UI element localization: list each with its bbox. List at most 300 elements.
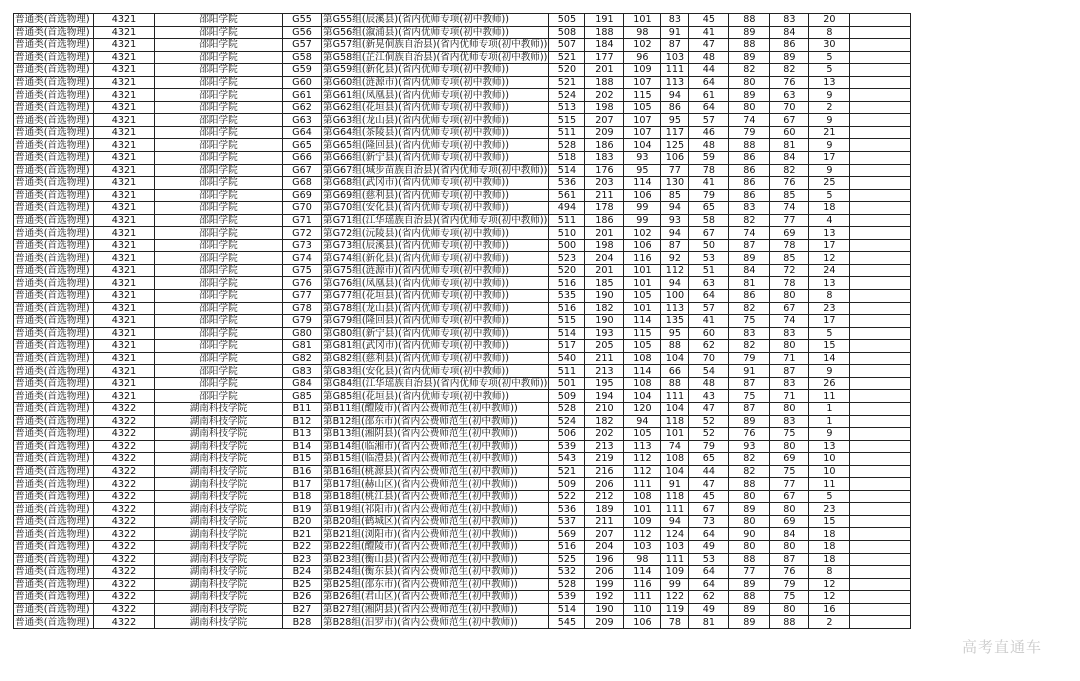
- cell-code: 4321: [94, 89, 155, 102]
- cell-score-3: 111: [661, 390, 689, 403]
- cell-code: 4321: [94, 377, 155, 390]
- cell-code: 4322: [94, 578, 155, 591]
- cell-category: 普通类(首选物理): [14, 566, 94, 579]
- table-row: [14, 352, 911, 365]
- table-row: [14, 340, 911, 353]
- cell-code: 4321: [94, 114, 155, 127]
- cell-score-5: 88: [729, 553, 770, 566]
- cell-school: 邵阳学院: [155, 14, 283, 27]
- cell-score-5: 82: [729, 302, 770, 315]
- cell-score-3: 104: [661, 465, 689, 478]
- cell-group-name: 第B12组(邵东市)(省内公费师范生(初中教师)): [322, 415, 549, 428]
- cell-group-name: 第G70组(安化县)(省内优师专项(初中教师)): [322, 202, 549, 215]
- cell-code: 4321: [94, 290, 155, 303]
- cell-score-6: 88: [770, 616, 809, 629]
- cell-category: 普通类(首选物理): [14, 453, 94, 466]
- cell-group-code: G80: [283, 327, 322, 340]
- table-row: [14, 51, 911, 64]
- cell-code: 4321: [94, 327, 155, 340]
- cell-score-5: 86: [729, 164, 770, 177]
- cell-score-5: 88: [729, 591, 770, 604]
- cell-score-total: 528: [549, 402, 585, 415]
- cell-score-total: 506: [549, 428, 585, 441]
- cell-score-6: 67: [770, 114, 809, 127]
- cell-empty: [850, 490, 911, 503]
- cell-score-6: 76: [770, 177, 809, 190]
- cell-group-name: 第B16组(桃源县)(省内公费师范生(初中教师)): [322, 465, 549, 478]
- cell-empty: [850, 578, 911, 591]
- cell-score-5: 88: [729, 139, 770, 152]
- cell-code: 4321: [94, 302, 155, 315]
- cell-code: 4322: [94, 566, 155, 579]
- cell-code: 4321: [94, 352, 155, 365]
- cell-score-2: 109: [624, 515, 661, 528]
- cell-category: 普通类(首选物理): [14, 164, 94, 177]
- cell-score-total: 509: [549, 478, 585, 491]
- cell-score-2: 93: [624, 152, 661, 165]
- cell-category: 普通类(首选物理): [14, 465, 94, 478]
- cell-count: 9: [809, 139, 850, 152]
- cell-empty: [850, 340, 911, 353]
- cell-count: 15: [809, 515, 850, 528]
- table-row: [14, 26, 911, 39]
- cell-score-4: 44: [689, 64, 729, 77]
- cell-score-6: 80: [770, 340, 809, 353]
- cell-category: 普通类(首选物理): [14, 177, 94, 190]
- cell-empty: [850, 76, 911, 89]
- cell-empty: [850, 591, 911, 604]
- cell-code: 4321: [94, 39, 155, 52]
- cell-group-code: B23: [283, 553, 322, 566]
- cell-category: 普通类(首选物理): [14, 126, 94, 139]
- cell-count: 11: [809, 478, 850, 491]
- cell-code: 4321: [94, 252, 155, 265]
- cell-score-3: 78: [661, 616, 689, 629]
- cell-group-name: 第G82组(慈利县)(省内优师专项(初中教师)): [322, 352, 549, 365]
- cell-score-6: 78: [770, 239, 809, 252]
- cell-score-4: 44: [689, 465, 729, 478]
- cell-empty: [850, 152, 911, 165]
- table-row: [14, 453, 911, 466]
- cell-score-3: 108: [661, 453, 689, 466]
- cell-count: 13: [809, 227, 850, 240]
- cell-score-1: 202: [585, 428, 624, 441]
- table-row: [14, 177, 911, 190]
- cell-code: 4322: [94, 428, 155, 441]
- cell-score-6: 74: [770, 315, 809, 328]
- cell-score-3: 88: [661, 340, 689, 353]
- table-row: [14, 566, 911, 579]
- cell-count: 12: [809, 578, 850, 591]
- cell-school: 邵阳学院: [155, 277, 283, 290]
- cell-category: 普通类(首选物理): [14, 290, 94, 303]
- cell-score-2: 107: [624, 76, 661, 89]
- cell-score-3: 111: [661, 503, 689, 516]
- cell-count: 9: [809, 164, 850, 177]
- table-row: [14, 490, 911, 503]
- cell-empty: [850, 402, 911, 415]
- cell-score-1: 202: [585, 89, 624, 102]
- cell-group-code: G60: [283, 76, 322, 89]
- cell-school: 湖南科技学院: [155, 465, 283, 478]
- table-row: [14, 290, 911, 303]
- cell-score-1: 182: [585, 302, 624, 315]
- cell-score-4: 60: [689, 327, 729, 340]
- cell-group-name: 第B25组(邵东市)(省内公费师范生(初中教师)): [322, 578, 549, 591]
- cell-score-3: 83: [661, 14, 689, 27]
- cell-score-2: 103: [624, 540, 661, 553]
- table-row: [14, 152, 911, 165]
- cell-score-2: 101: [624, 503, 661, 516]
- cell-group-name: 第G60组(涟源市)(省内优师专项(初中教师)): [322, 76, 549, 89]
- cell-code: 4321: [94, 390, 155, 403]
- table-row: [14, 591, 911, 604]
- cell-empty: [850, 478, 911, 491]
- cell-score-3: 104: [661, 402, 689, 415]
- cell-score-3: 112: [661, 264, 689, 277]
- cell-score-2: 114: [624, 566, 661, 579]
- cell-school: 湖南科技学院: [155, 478, 283, 491]
- cell-code: 4321: [94, 76, 155, 89]
- cell-count: 8: [809, 566, 850, 579]
- cell-category: 普通类(首选物理): [14, 214, 94, 227]
- cell-score-2: 112: [624, 453, 661, 466]
- cell-score-6: 87: [770, 365, 809, 378]
- cell-score-5: 82: [729, 64, 770, 77]
- cell-category: 普通类(首选物理): [14, 239, 94, 252]
- cell-score-2: 102: [624, 227, 661, 240]
- cell-school: 邵阳学院: [155, 365, 283, 378]
- cell-score-5: 89: [729, 415, 770, 428]
- cell-score-3: 86: [661, 101, 689, 114]
- cell-group-code: B22: [283, 540, 322, 553]
- cell-school: 邵阳学院: [155, 51, 283, 64]
- cell-score-1: 186: [585, 214, 624, 227]
- cell-score-3: 118: [661, 490, 689, 503]
- cell-score-4: 41: [689, 177, 729, 190]
- cell-score-1: 199: [585, 578, 624, 591]
- cell-count: 17: [809, 239, 850, 252]
- cell-group-name: 第B26组(君山区)(省内公费师范生(初中教师)): [322, 591, 549, 604]
- cell-group-code: G69: [283, 189, 322, 202]
- cell-count: 5: [809, 490, 850, 503]
- cell-code: 4321: [94, 64, 155, 77]
- cell-score-3: 95: [661, 114, 689, 127]
- cell-group-code: B11: [283, 402, 322, 415]
- cell-score-5: 87: [729, 402, 770, 415]
- cell-school: 邵阳学院: [155, 264, 283, 277]
- table-row: [14, 89, 911, 102]
- cell-score-6: 84: [770, 152, 809, 165]
- cell-empty: [850, 553, 911, 566]
- cell-score-total: 515: [549, 114, 585, 127]
- cell-school: 湖南科技学院: [155, 578, 283, 591]
- cell-score-3: 87: [661, 239, 689, 252]
- cell-score-2: 102: [624, 39, 661, 52]
- cell-school: 邵阳学院: [155, 352, 283, 365]
- cell-school: 邵阳学院: [155, 290, 283, 303]
- cell-score-3: 94: [661, 515, 689, 528]
- cell-score-2: 104: [624, 139, 661, 152]
- cell-score-5: 82: [729, 340, 770, 353]
- cell-score-total: 535: [549, 290, 585, 303]
- cell-score-3: 113: [661, 76, 689, 89]
- cell-score-3: 66: [661, 365, 689, 378]
- cell-score-4: 43: [689, 390, 729, 403]
- cell-category: 普通类(首选物理): [14, 440, 94, 453]
- cell-code: 4321: [94, 26, 155, 39]
- cell-group-code: G76: [283, 277, 322, 290]
- cell-category: 普通类(首选物理): [14, 428, 94, 441]
- cell-group-code: B16: [283, 465, 322, 478]
- cell-count: 9: [809, 114, 850, 127]
- cell-school: 邵阳学院: [155, 126, 283, 139]
- table-row: [14, 327, 911, 340]
- cell-score-total: 543: [549, 453, 585, 466]
- cell-school: 湖南科技学院: [155, 402, 283, 415]
- cell-score-5: 81: [729, 277, 770, 290]
- table-row: [14, 428, 911, 441]
- cell-code: 4322: [94, 453, 155, 466]
- cell-school: 湖南科技学院: [155, 503, 283, 516]
- cell-empty: [850, 515, 911, 528]
- table-row: [14, 76, 911, 89]
- cell-score-total: 536: [549, 177, 585, 190]
- cell-empty: [850, 352, 911, 365]
- cell-empty: [850, 202, 911, 215]
- cell-count: 16: [809, 603, 850, 616]
- cell-count: 18: [809, 540, 850, 553]
- cell-score-total: 509: [549, 390, 585, 403]
- cell-code: 4321: [94, 189, 155, 202]
- cell-count: 10: [809, 453, 850, 466]
- cell-score-5: 86: [729, 152, 770, 165]
- cell-score-1: 190: [585, 315, 624, 328]
- cell-score-1: 198: [585, 101, 624, 114]
- cell-group-name: 第G66组(新宁县)(省内优师专项(初中教师)): [322, 152, 549, 165]
- cell-score-1: 201: [585, 227, 624, 240]
- cell-count: 14: [809, 352, 850, 365]
- cell-school: 邵阳学院: [155, 202, 283, 215]
- cell-score-2: 98: [624, 26, 661, 39]
- cell-score-3: 99: [661, 578, 689, 591]
- cell-score-3: 94: [661, 202, 689, 215]
- cell-school: 邵阳学院: [155, 26, 283, 39]
- cell-category: 普通类(首选物理): [14, 189, 94, 202]
- cell-code: 4322: [94, 540, 155, 553]
- cell-score-4: 73: [689, 515, 729, 528]
- cell-empty: [850, 365, 911, 378]
- cell-score-2: 101: [624, 264, 661, 277]
- cell-category: 普通类(首选物理): [14, 89, 94, 102]
- cell-score-3: 104: [661, 352, 689, 365]
- cell-empty: [850, 503, 911, 516]
- cell-group-name: 第G69组(慈利县)(省内优师专项(初中教师)): [322, 189, 549, 202]
- cell-score-4: 50: [689, 239, 729, 252]
- cell-score-total: 515: [549, 315, 585, 328]
- cell-score-4: 53: [689, 553, 729, 566]
- cell-score-6: 80: [770, 290, 809, 303]
- cell-group-name: 第B14组(临湘市)(省内公费师范生(初中教师)): [322, 440, 549, 453]
- table-row: [14, 252, 911, 265]
- cell-score-3: 93: [661, 214, 689, 227]
- cell-score-2: 112: [624, 465, 661, 478]
- cell-category: 普通类(首选物理): [14, 252, 94, 265]
- cell-count: 13: [809, 76, 850, 89]
- cell-group-code: B12: [283, 415, 322, 428]
- cell-group-code: G61: [283, 89, 322, 102]
- cell-empty: [850, 528, 911, 541]
- cell-score-total: 516: [549, 540, 585, 553]
- cell-score-4: 41: [689, 315, 729, 328]
- cell-score-total: 511: [549, 126, 585, 139]
- cell-score-4: 52: [689, 415, 729, 428]
- cell-score-total: 508: [549, 26, 585, 39]
- table-row: [14, 202, 911, 215]
- cell-code: 4321: [94, 164, 155, 177]
- cell-school: 邵阳学院: [155, 377, 283, 390]
- cell-score-3: 125: [661, 139, 689, 152]
- cell-score-5: 80: [729, 76, 770, 89]
- cell-score-total: 510: [549, 227, 585, 240]
- cell-score-4: 53: [689, 252, 729, 265]
- cell-count: 5: [809, 327, 850, 340]
- cell-group-name: 第B11组(醴陵市)(省内公费师范生(初中教师)): [322, 402, 549, 415]
- cell-code: 4321: [94, 152, 155, 165]
- cell-score-total: 528: [549, 139, 585, 152]
- cell-empty: [850, 177, 911, 190]
- cell-score-1: 196: [585, 553, 624, 566]
- cell-score-6: 83: [770, 377, 809, 390]
- cell-score-2: 107: [624, 126, 661, 139]
- cell-score-2: 105: [624, 428, 661, 441]
- cell-code: 4321: [94, 365, 155, 378]
- cell-score-6: 76: [770, 76, 809, 89]
- cell-score-6: 89: [770, 51, 809, 64]
- cell-score-4: 48: [689, 51, 729, 64]
- cell-score-1: 191: [585, 14, 624, 27]
- cell-score-total: 516: [549, 277, 585, 290]
- cell-group-name: 第G83组(安化县)(省内优师专项(初中教师)): [322, 365, 549, 378]
- cell-score-2: 106: [624, 189, 661, 202]
- cell-group-code: G78: [283, 302, 322, 315]
- table-row: [14, 14, 911, 27]
- cell-score-6: 84: [770, 26, 809, 39]
- cell-group-name: 第G74组(新化县)(省内优师专项(初中教师)): [322, 252, 549, 265]
- table-row: [14, 515, 911, 528]
- cell-score-1: 211: [585, 189, 624, 202]
- cell-score-total: 536: [549, 503, 585, 516]
- cell-score-total: 525: [549, 553, 585, 566]
- cell-score-1: 177: [585, 51, 624, 64]
- cell-score-6: 71: [770, 390, 809, 403]
- cell-score-5: 89: [729, 89, 770, 102]
- cell-score-3: 118: [661, 415, 689, 428]
- table-row: [14, 528, 911, 541]
- cell-score-total: 518: [549, 152, 585, 165]
- cell-category: 普通类(首选物理): [14, 227, 94, 240]
- cell-school: 湖南科技学院: [155, 553, 283, 566]
- cell-code: 4322: [94, 528, 155, 541]
- cell-score-total: 524: [549, 415, 585, 428]
- cell-score-4: 67: [689, 227, 729, 240]
- cell-school: 邵阳学院: [155, 214, 283, 227]
- cell-code: 4322: [94, 415, 155, 428]
- cell-empty: [850, 290, 911, 303]
- cell-group-code: G77: [283, 290, 322, 303]
- cell-group-name: 第B13组(湘阴县)(省内公费师范生(初中教师)): [322, 428, 549, 441]
- cell-group-code: B17: [283, 478, 322, 491]
- cell-score-1: 182: [585, 415, 624, 428]
- cell-score-6: 76: [770, 566, 809, 579]
- cell-score-2: 111: [624, 591, 661, 604]
- cell-category: 普通类(首选物理): [14, 340, 94, 353]
- cell-score-6: 80: [770, 540, 809, 553]
- cell-group-code: G64: [283, 126, 322, 139]
- cell-category: 普通类(首选物理): [14, 503, 94, 516]
- cell-count: 8: [809, 290, 850, 303]
- cell-score-1: 178: [585, 202, 624, 215]
- cell-category: 普通类(首选物理): [14, 490, 94, 503]
- cell-score-3: 119: [661, 603, 689, 616]
- cell-group-name: 第G75组(涟源市)(省内优师专项(初中教师)): [322, 264, 549, 277]
- cell-score-3: 94: [661, 277, 689, 290]
- cell-empty: [850, 39, 911, 52]
- cell-score-1: 194: [585, 390, 624, 403]
- cell-score-2: 114: [624, 315, 661, 328]
- cell-code: 4322: [94, 490, 155, 503]
- cell-count: 9: [809, 365, 850, 378]
- cell-score-1: 207: [585, 528, 624, 541]
- cell-category: 普通类(首选物理): [14, 264, 94, 277]
- cell-score-total: 514: [549, 603, 585, 616]
- cell-score-4: 64: [689, 290, 729, 303]
- cell-score-total: 514: [549, 327, 585, 340]
- cell-code: 4322: [94, 503, 155, 516]
- cell-score-3: 122: [661, 591, 689, 604]
- cell-score-3: 91: [661, 26, 689, 39]
- cell-code: 4322: [94, 553, 155, 566]
- cell-school: 邵阳学院: [155, 177, 283, 190]
- cell-score-total: 524: [549, 89, 585, 102]
- cell-group-code: B18: [283, 490, 322, 503]
- cell-score-6: 75: [770, 428, 809, 441]
- cell-group-name: 第B17组(赫山区)(省内公费师范生(初中教师)): [322, 478, 549, 491]
- cell-score-total: 522: [549, 490, 585, 503]
- cell-score-2: 101: [624, 277, 661, 290]
- cell-category: 普通类(首选物理): [14, 553, 94, 566]
- cell-score-1: 189: [585, 503, 624, 516]
- cell-school: 邵阳学院: [155, 164, 283, 177]
- cell-school: 邵阳学院: [155, 315, 283, 328]
- cell-empty: [850, 101, 911, 114]
- cell-group-name: 第B18组(桃江县)(省内公费师范生(初中教师)): [322, 490, 549, 503]
- cell-group-code: G83: [283, 365, 322, 378]
- cell-code: 4321: [94, 139, 155, 152]
- cell-empty: [850, 139, 911, 152]
- cell-score-5: 89: [729, 616, 770, 629]
- cell-count: 30: [809, 39, 850, 52]
- cell-school: 湖南科技学院: [155, 540, 283, 553]
- cell-score-4: 64: [689, 578, 729, 591]
- table-row: [14, 402, 911, 415]
- cell-score-1: 184: [585, 39, 624, 52]
- cell-score-1: 213: [585, 365, 624, 378]
- cell-score-6: 83: [770, 415, 809, 428]
- cell-score-1: 176: [585, 164, 624, 177]
- cell-school: 邵阳学院: [155, 252, 283, 265]
- cell-group-code: G82: [283, 352, 322, 365]
